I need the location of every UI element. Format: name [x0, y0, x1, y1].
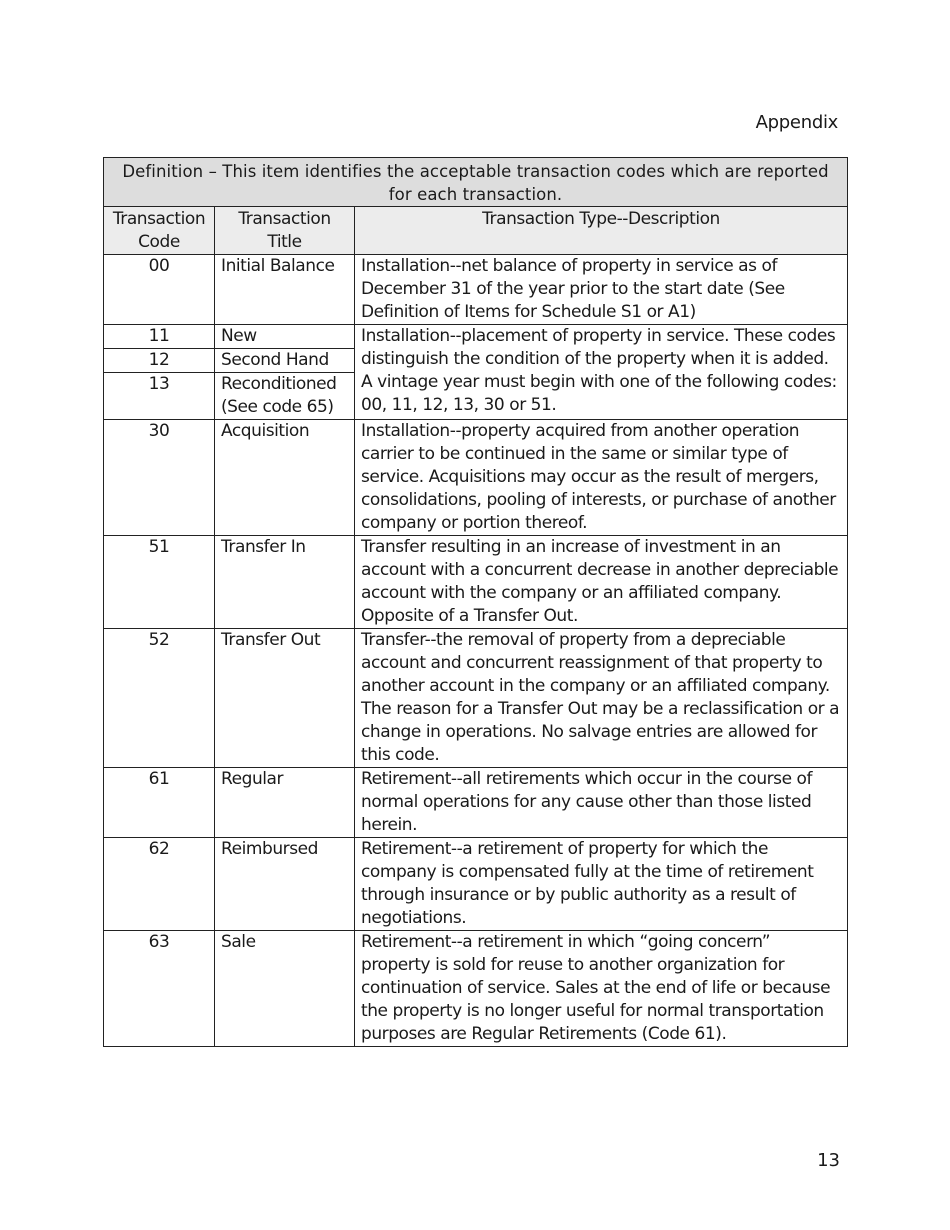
page-header: Appendix [755, 112, 838, 133]
page-number: 13 [817, 1150, 840, 1171]
title-cell: Transfer Out [215, 629, 355, 768]
table-row [104, 768, 848, 838]
column-header-code: Transaction Code [104, 207, 215, 255]
table-row [104, 420, 848, 536]
title-cell: Reconditioned (See code 65) [215, 373, 355, 420]
code-cell: 12 [104, 349, 215, 373]
table-header-row [104, 207, 848, 255]
description-cell: Retirement--a retirement in which “going concern” property is sold for reuse to another organization for continuation of service. Sales at the end of life or because the property is no longer useful for normal transportation purposes are Regular Retirements (Code 61). [355, 931, 848, 1047]
code-cell: 51 [104, 536, 215, 629]
code-cell: 13 [104, 373, 215, 420]
title-cell: New [215, 325, 355, 349]
description-cell: Retirement--all retirements which occur in the course of normal operations for any cause other than those listed herein. [355, 768, 848, 838]
description-cell: Installation--net balance of property in service as of December 31 of the year prior to the start date (See Definition of Items for Schedule S1 or A1) [355, 255, 848, 325]
description-cell: Retirement--a retirement of property for which the company is compensated fully at the time of retirement through insurance or by public authority as a result of negotiations. [355, 838, 848, 931]
description-cell: Installation--placement of property in service. These codes distinguish the condition of the property when it is added. A vintage year must begin with one of the following codes: 00, 11, 12, 13, 30 or 51. [355, 325, 848, 420]
transaction-codes-table [103, 157, 848, 1047]
title-cell: Reimbursed [215, 838, 355, 931]
table-row [104, 536, 848, 629]
code-cell: 62 [104, 838, 215, 931]
table-row [104, 931, 848, 1047]
title-cell: Sale [215, 931, 355, 1047]
description-cell: Transfer resulting in an increase of investment in an account with a concurrent decrease in another depreciable account with the company or an affiliated company. Opposite of a Transfer Out. [355, 536, 848, 629]
table-row [104, 629, 848, 768]
title-cell: Second Hand [215, 349, 355, 373]
description-cell: Installation--property acquired from another operation carrier to be continued in the same or similar type of service. Acquisitions may occur as the result of mergers, consolidations, pooling of interests, or purchase of another company or portion thereof. [355, 420, 848, 536]
title-cell: Regular [215, 768, 355, 838]
table-row [104, 325, 848, 349]
column-header-description: Transaction Type--Description [355, 207, 848, 255]
code-cell: 61 [104, 768, 215, 838]
code-cell: 00 [104, 255, 215, 325]
column-header-title: Transaction Title [215, 207, 355, 255]
title-cell: Transfer In [215, 536, 355, 629]
code-cell: 52 [104, 629, 215, 768]
title-cell: Initial Balance [215, 255, 355, 325]
table-definition: Definition – This item identifies the acceptable transaction codes which are reported for each transaction. [104, 158, 848, 207]
code-cell: 63 [104, 931, 215, 1047]
code-cell: 30 [104, 420, 215, 536]
table-row [104, 255, 848, 325]
table-row [104, 838, 848, 931]
code-cell: 11 [104, 325, 215, 349]
definition-row [104, 158, 848, 207]
description-cell: Transfer--the removal of property from a depreciable account and concurrent reassignment of that property to another account in the company or an affiliated company. The reason for a Transfer Out may be a reclassification or a change in operations. No salvage entries are allowed for this code. [355, 629, 848, 768]
title-cell: Acquisition [215, 420, 355, 536]
